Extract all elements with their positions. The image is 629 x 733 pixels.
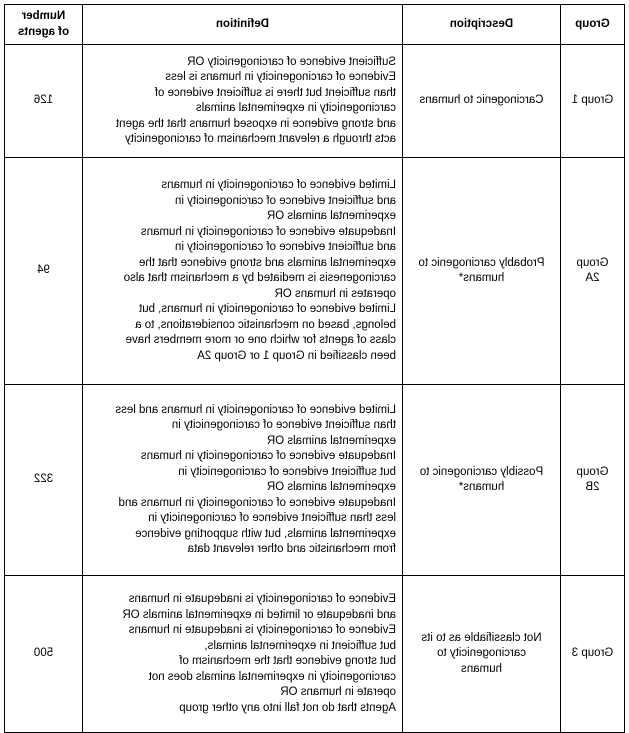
cell-description: Possibly carcinogenic to humans* (403, 385, 561, 576)
cell-number-of-agents: 126 (5, 45, 83, 158)
cell-definition: Evidence of carcinogenicity is inadequate in humans and inadequate or limited in experimental animals OR Evidence of carcinogenicity is inadequate in humans but sufficient in experimental animals, but strong evidence that the mechanism of carcinogenicity in experimental animals does not operate in humans OR Agents that do not fall into any other group (83, 576, 403, 733)
column-header-definition: Definition (83, 5, 403, 45)
cell-description: Carcinogenic to humans (403, 45, 561, 158)
cell-definition: Sufficient evidence of carcinogenicity OR Evidence of carcinogenicity in humans is less than sufficient but there is sufficient evidence of carcinogenicity in experimental animals and strong evidence in exposed humans that the agent acts through a relevant mechanism of carcinogenicity (83, 45, 403, 158)
table-body (5, 45, 625, 733)
cell-group: Group 2B (561, 385, 625, 576)
cell-definition: Limited evidence of carcinogenicity in humans and less than sufficient evidence of carcinogenicity in experimental animals OR Inadequate evidence of carcinogenicity in humans but sufficient evidence of carcinogenicity in experimental animals OR Inadequate evidence of carcinogenicity in humans and less than sufficient evidence of carcinogenicity in experimental animals, but with supporting evidence from mechanistic and other relevant data (83, 385, 403, 576)
table-header-row (5, 5, 625, 45)
table-row (5, 576, 625, 733)
cell-description: Probably carcinogenic to humans* (403, 158, 561, 385)
cell-number-of-agents: 94 (5, 158, 83, 385)
cell-description: Not classifiable as to its carcinogenicity to humans (403, 576, 561, 733)
table-header (5, 5, 625, 45)
table-row (5, 45, 625, 158)
cell-group: Group 1 (561, 45, 625, 158)
cell-group: Group 2A (561, 158, 625, 385)
table-row (5, 158, 625, 385)
cell-definition: Limited evidence of carcinogenicity in humans and sufficient evidence of carcinogenicity in experimental animals OR Inadequate evidence of carcinogenicity in humans and sufficient evidence of carcinogenicity in experimental animals and strong evidence that the carcinogenesis is mediated by a mechanism that also operates in humans OR Limited evidence of carcinogenicity in humans, but belongs, based on mechanistic considerations, to a class of agents for which one or more members have been classified in Group 1 or Group 2A (83, 158, 403, 385)
cell-group: Group 3 (561, 576, 625, 733)
cell-number-of-agents: 500 (5, 576, 83, 733)
column-header-group: Group (561, 5, 625, 45)
column-header-description: Description (403, 5, 561, 45)
table-row (5, 385, 625, 576)
cell-number-of-agents: 322 (5, 385, 83, 576)
iarc-classification-table (4, 4, 625, 733)
column-header-number-of-agents: Number of agents (5, 5, 83, 45)
